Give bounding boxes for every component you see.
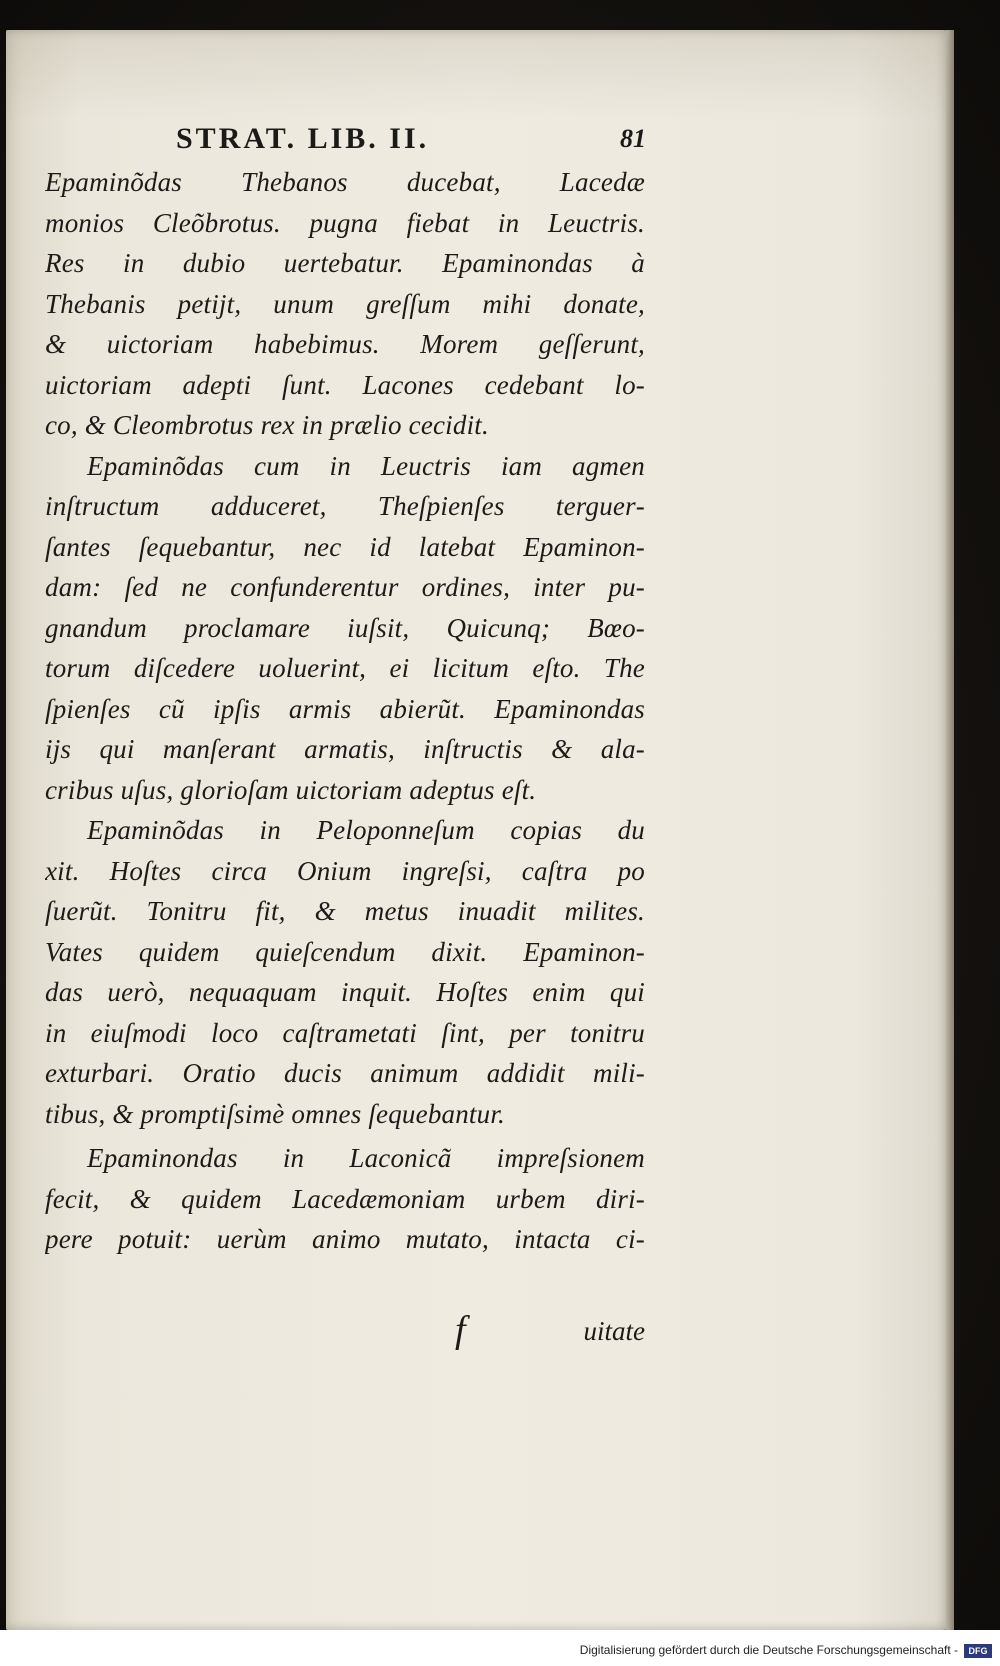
text-line: Vates quidem quieſcendum dixit. Epaminon‑ [45,936,645,967]
text-line: ſantes ſequebantur, nec id latebat Epaminon‑ [45,531,645,562]
footer-strip [0,1630,1000,1666]
text-line: pere potuit: uerùm animo mutato, intacta ci‑ [45,1224,645,1254]
text-line: tibus, & promptiſsimè omnes ſequebantur. [45,1098,505,1129]
paragraph-3 [45,810,645,1134]
text-line: xit. Hoſtes circa Onium ingreſsi, caſtra po [45,855,645,886]
text-line: co, & Cleombrotus rex in prælio cecidit. [45,410,489,440]
paragraph-2 [45,446,645,811]
text-line: Epaminondas in Laconicã impreſsionem [87,1143,645,1173]
running-header [176,122,646,162]
paragraph-4 [45,1138,645,1260]
page-number: 81 [620,124,646,153]
text-line: gnandum proclamare iuſsit, Quicunq; Bœo‑ [45,612,645,643]
page-fore-edge [946,30,954,1630]
catchword: uitate [583,1316,645,1346]
body-text [45,162,645,1260]
funding-credit: Digitalisierung gefördert durch die Deutsche Forschungsgemeinschaft - [579,1643,958,1657]
text-line: cribus uſus, glorioſam uictoriam adeptus eſt. [45,774,537,805]
signature-mark: f [455,1309,466,1351]
text-line: ijs qui manſerant armatis, inſtructis & ala‑ [45,734,645,764]
text-line: ſuerũt. Tonitru fit, & metus inuadit milites. [45,896,645,926]
text-line: Thebanis petijt, unum greſſum mihi donate, [45,288,645,319]
text-line: Epaminõdas Thebanos ducebat, Lacedæ [45,167,645,197]
dfg-logo: DFG [964,1644,992,1658]
text-line: Epaminõdas cum in Leuctris iam agmen [87,450,645,481]
text-line: monios Cleõbrotus. pugna fiebat in Leuctris. [45,207,645,238]
text-line: Epaminõdas in Peloponneſum copias du [87,815,645,845]
text-line: ſpienſes cũ ipſis armis abierũt. Epaminondas [45,693,645,724]
text-line: inſtructum adduceret, Theſpienſes terguer‑ [45,491,645,521]
text-line: dam: ſed ne confunderentur ordines, inter pu‑ [45,572,645,602]
signature-line [45,1309,645,1356]
text-line: Res in dubio uertebatur. Epaminondas à [45,248,645,278]
text-line: torum diſcedere uoluerint, ei licitum eſto. The [45,653,645,683]
text-line: & uictoriam habebimus. Morem geſſerunt, [45,329,645,359]
paragraph-1 [45,162,645,446]
text-line: das uerò, nequaquam inquit. Hoſtes enim qui [45,977,645,1007]
text-line: fecit, & quidem Lacedæmoniam urbem diri‑ [45,1183,645,1214]
text-line: uictoriam adepti ſunt. Lacones cedebant lo‑ [45,369,645,400]
text-line: exturbari. Oratio ducis animum addidit mili‑ [45,1058,645,1088]
running-title: STRAT. LIB. II. [176,122,430,155]
text-line: in eiuſmodi loco caſtrametati ſint, per tonitru [45,1017,645,1048]
